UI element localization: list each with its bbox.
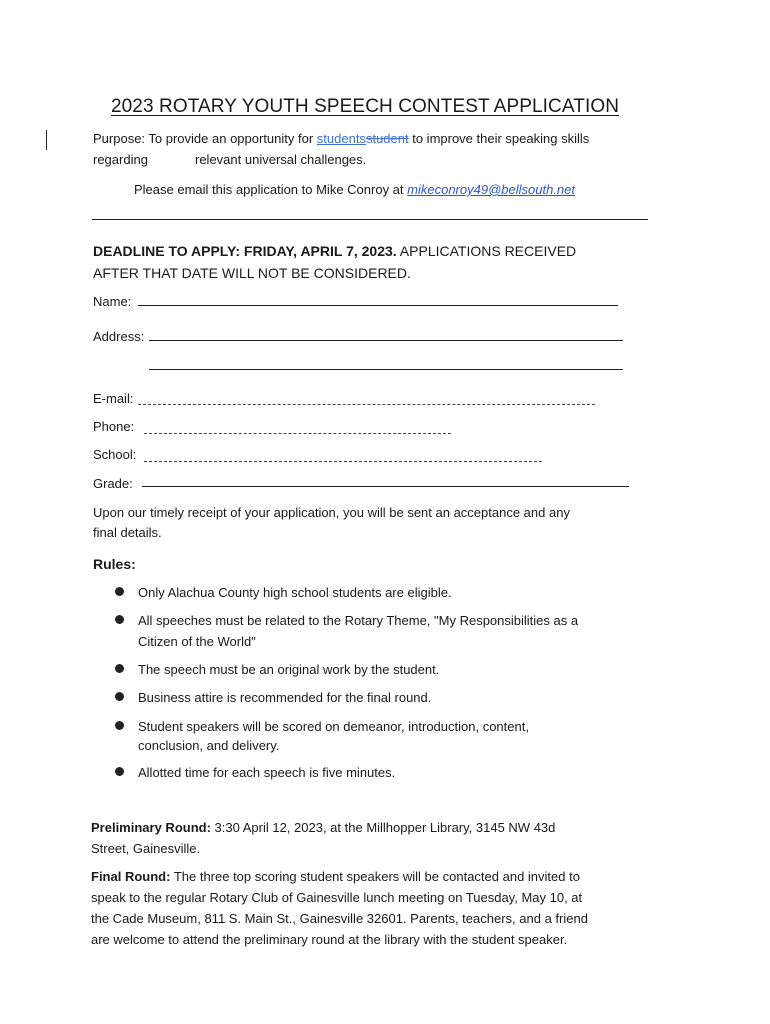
final-text: The three top scoring student speakers will be contacted and invited to — [170, 869, 580, 884]
bullet-icon — [115, 664, 124, 673]
text-cursor — [46, 130, 47, 150]
address-field-line-1[interactable] — [149, 340, 623, 341]
phone-label: Phone: — [93, 419, 135, 434]
receipt-line-2: final details. — [93, 525, 162, 540]
bullet-icon — [115, 587, 124, 596]
preliminary-line-2: Street, Gainesville. — [91, 841, 201, 856]
deadline-rest: APPLICATIONS RECEIVED — [396, 243, 577, 259]
rule-item: All speeches must be related to the Rotary Theme, "My Responsibilities as a — [138, 613, 579, 628]
rule-item-continuation: Citizen of the World" — [138, 634, 256, 649]
preliminary-text: 3:30 April 12, 2023, at the Millhopper Library, 3145 NW 43d — [210, 820, 556, 835]
bullet-icon — [115, 615, 124, 624]
deadline-line-2: AFTER THAT DATE WILL NOT BE CONSIDERED. — [93, 265, 411, 281]
preliminary-line-1 — [91, 820, 555, 835]
address-field-line-2[interactable] — [149, 369, 623, 370]
email-instruction — [134, 182, 575, 197]
purpose-prefix: Purpose: To provide an opportunity for — [93, 131, 317, 146]
rule-item: Allotted time for each speech is five minutes. — [138, 765, 396, 780]
final-label: Final Round: — [91, 869, 171, 884]
school-label: School: — [93, 447, 137, 462]
page-title: 2023 ROTARY YOUTH SPEECH CONTEST APPLICATION — [110, 96, 620, 117]
purpose-line-2b: relevant universal challenges. — [195, 152, 367, 167]
rules-heading: Rules: — [93, 556, 136, 572]
bullet-icon — [115, 767, 124, 776]
rule-item: Student speakers will be scored on demeanor, introduction, content, — [138, 719, 529, 734]
tracked-deletion: student — [365, 131, 409, 146]
rule-item-continuation: conclusion, and delivery. — [138, 738, 280, 753]
bullet-icon — [115, 721, 124, 730]
grade-label: Grade: — [93, 476, 133, 491]
final-line-1 — [91, 869, 580, 884]
contact-email-link[interactable]: mikeconroy49@bellsouth.net — [407, 182, 575, 197]
preliminary-label: Preliminary Round: — [91, 820, 211, 835]
email-label: E-mail: — [93, 391, 134, 406]
purpose-line-2a: regarding — [93, 152, 148, 167]
receipt-line-1: Upon our timely receipt of your application, you will be sent an acceptance and any — [93, 505, 570, 520]
deadline-bold: DEADLINE TO APPLY: FRIDAY, APRIL 7, 2023. — [93, 243, 397, 259]
rule-item: Only Alachua County high school students are eligible. — [138, 585, 452, 600]
deadline-line-1 — [93, 243, 576, 259]
final-line-2: speak to the regular Rotary Club of Gainesville lunch meeting on Tuesday, May 10, at — [91, 890, 583, 905]
grade-field[interactable] — [142, 486, 629, 487]
email-field[interactable] — [138, 404, 595, 405]
rule-item: Business attire is recommended for the final round. — [138, 690, 432, 705]
purpose-line-1 — [93, 131, 589, 146]
divider — [92, 219, 648, 220]
bullet-icon — [115, 692, 124, 701]
phone-field[interactable] — [144, 433, 451, 434]
school-field[interactable] — [144, 461, 542, 462]
rule-item: The speech must be an original work by the student. — [138, 662, 440, 677]
final-line-3: the Cade Museum, 811 S. Main St., Gainesville 32601. Parents, teachers, and a friend — [91, 911, 588, 926]
email-instruction-text: Please email this application to Mike Conroy at — [134, 182, 408, 197]
purpose-suffix: to improve their speaking skills — [408, 131, 590, 146]
final-line-4: are welcome to attend the preliminary round at the library with the student speaker. — [91, 932, 568, 947]
name-label: Name: — [93, 294, 132, 309]
name-field[interactable] — [138, 305, 618, 306]
address-label: Address: — [93, 329, 145, 344]
tracked-insertion: students — [316, 131, 366, 146]
